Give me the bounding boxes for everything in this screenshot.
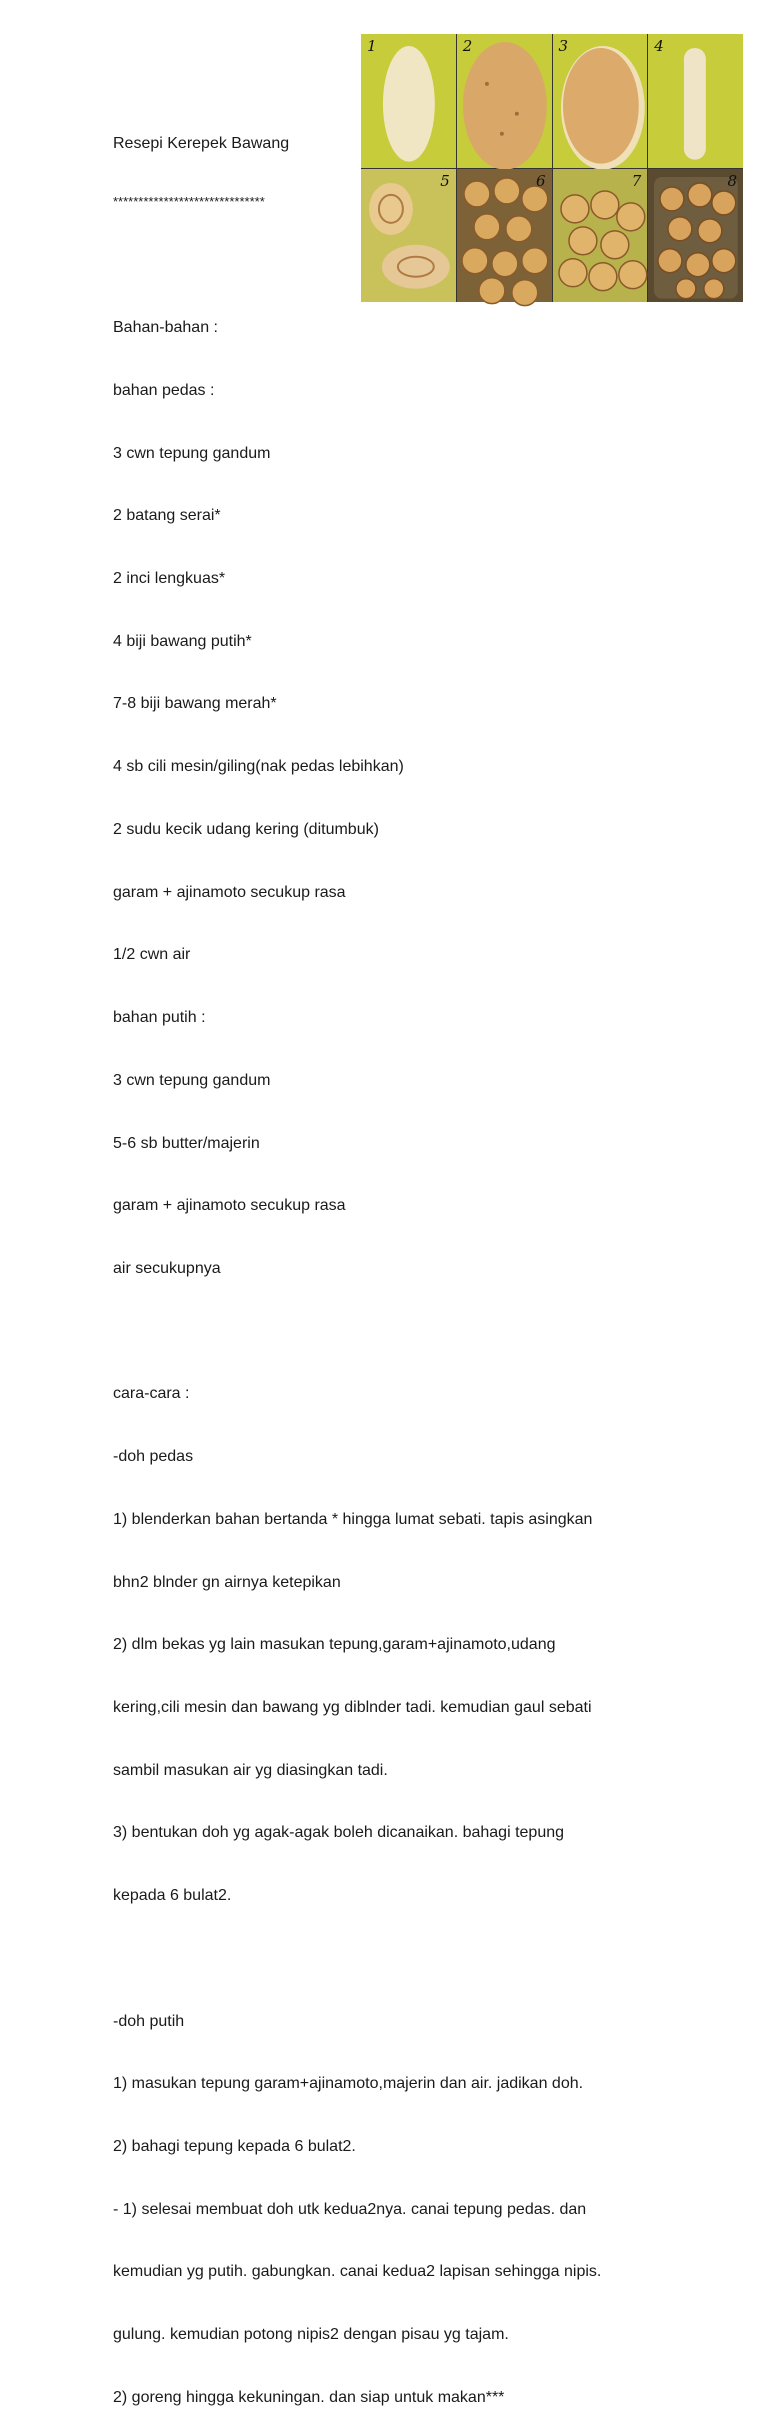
ingredient-line: Bahan-bahan : xyxy=(113,319,218,337)
method-line: 2) dlm bekas yg lain masukan tepung,garam+ajinamoto,udang xyxy=(113,1636,556,1654)
photo-step-6 xyxy=(457,169,552,303)
photo-number: 3 xyxy=(558,37,569,55)
method-line: 2) bahagi tepung kepada 6 bulat2. xyxy=(113,2137,356,2155)
photo-step-8 xyxy=(648,169,743,303)
method-line: 3) bentukan doh yg agak-agak boleh dicanaikan. bahagi tepung xyxy=(113,1824,565,1842)
ingredient-line: 4 biji bawang putih* xyxy=(113,632,252,650)
photo-number: 4 xyxy=(654,37,664,55)
method-line: kering,cili mesin dan bawang yg diblnder tadi. kemudian gaul sebati xyxy=(113,1698,592,1716)
ingredient-line: 2 sudu kecik udang kering (ditumbuk) xyxy=(113,820,379,838)
ingredient-line: 3 cwn tepung gandum xyxy=(113,444,271,462)
ingredient-line: 2 inci lengkuas* xyxy=(113,570,226,588)
method-line: kemudian yg putih. gabungkan. canai kedua2 lapisan sehingga nipis. xyxy=(113,2263,602,2281)
photo-step-3 xyxy=(553,34,648,168)
method-line: 1) blenderkan bahan bertanda * hingga lumat sebati. tapis asingkan xyxy=(113,1510,593,1528)
ingredient-line: garam + ajinamoto secukup rasa xyxy=(113,883,346,901)
ingredient-line: 3 cwn tepung gandum xyxy=(113,1071,271,1089)
method-line: gulung. kemudian potong nipis2 dengan pisau yg tajam. xyxy=(113,2326,509,2344)
title-underline-stars: ****************************** xyxy=(113,193,265,209)
photo-number: 1 xyxy=(367,37,377,55)
ingredient-line: bahan pedas : xyxy=(113,381,215,399)
ingredient-line: 7-8 biji bawang merah* xyxy=(113,695,277,713)
photo-step-1 xyxy=(361,34,456,168)
photo-number: 7 xyxy=(631,171,642,190)
recipe-title: Resepi Kerepek Bawang xyxy=(113,134,290,152)
photo-number: 2 xyxy=(462,37,473,55)
photo-step-7 xyxy=(553,169,648,303)
method-line: bhn2 blnder gn airnya ketepikan xyxy=(113,1573,341,1591)
ingredient-line: 2 batang serai* xyxy=(113,507,221,525)
ingredient-line: 4 sb cili mesin/giling(nak pedas lebihkan) xyxy=(113,758,404,776)
ingredient-line: bahan putih : xyxy=(113,1009,206,1027)
method-line: sambil masukan air yg diasingkan tadi. xyxy=(113,1761,388,1779)
photo-step-4 xyxy=(648,34,743,168)
ingredient-line: garam + ajinamoto secukup rasa xyxy=(113,1197,346,1215)
ingredient-line: 1/2 cwn air xyxy=(113,946,191,964)
photo-number: 8 xyxy=(727,171,737,190)
photo-number: 5 xyxy=(440,171,450,190)
photo-step-2 xyxy=(457,34,552,168)
recipe-photo-grid xyxy=(361,34,743,302)
ingredient-line: air secukupnya xyxy=(113,1259,221,1277)
method-line: kepada 6 bulat2. xyxy=(113,1887,232,1905)
photo-number: 6 xyxy=(535,171,546,190)
method-line: cara-cara : xyxy=(113,1385,190,1403)
recipe-text xyxy=(113,92,601,2430)
method-line: -doh putih xyxy=(113,2012,185,2030)
method-line: - 1) selesai membuat doh utk kedua2nya. canai tepung pedas. dan xyxy=(113,2200,587,2218)
method-line: 1) masukan tepung garam+ajinamoto,majerin dan air. jadikan doh. xyxy=(113,2075,584,2093)
method-line: 2) goreng hingga kekuningan. dan siap untuk makan*** xyxy=(113,2388,505,2406)
method-line: -doh pedas xyxy=(113,1448,194,1466)
photo-step-5 xyxy=(361,169,456,303)
ingredient-line: 5-6 sb butter/majerin xyxy=(113,1134,260,1152)
